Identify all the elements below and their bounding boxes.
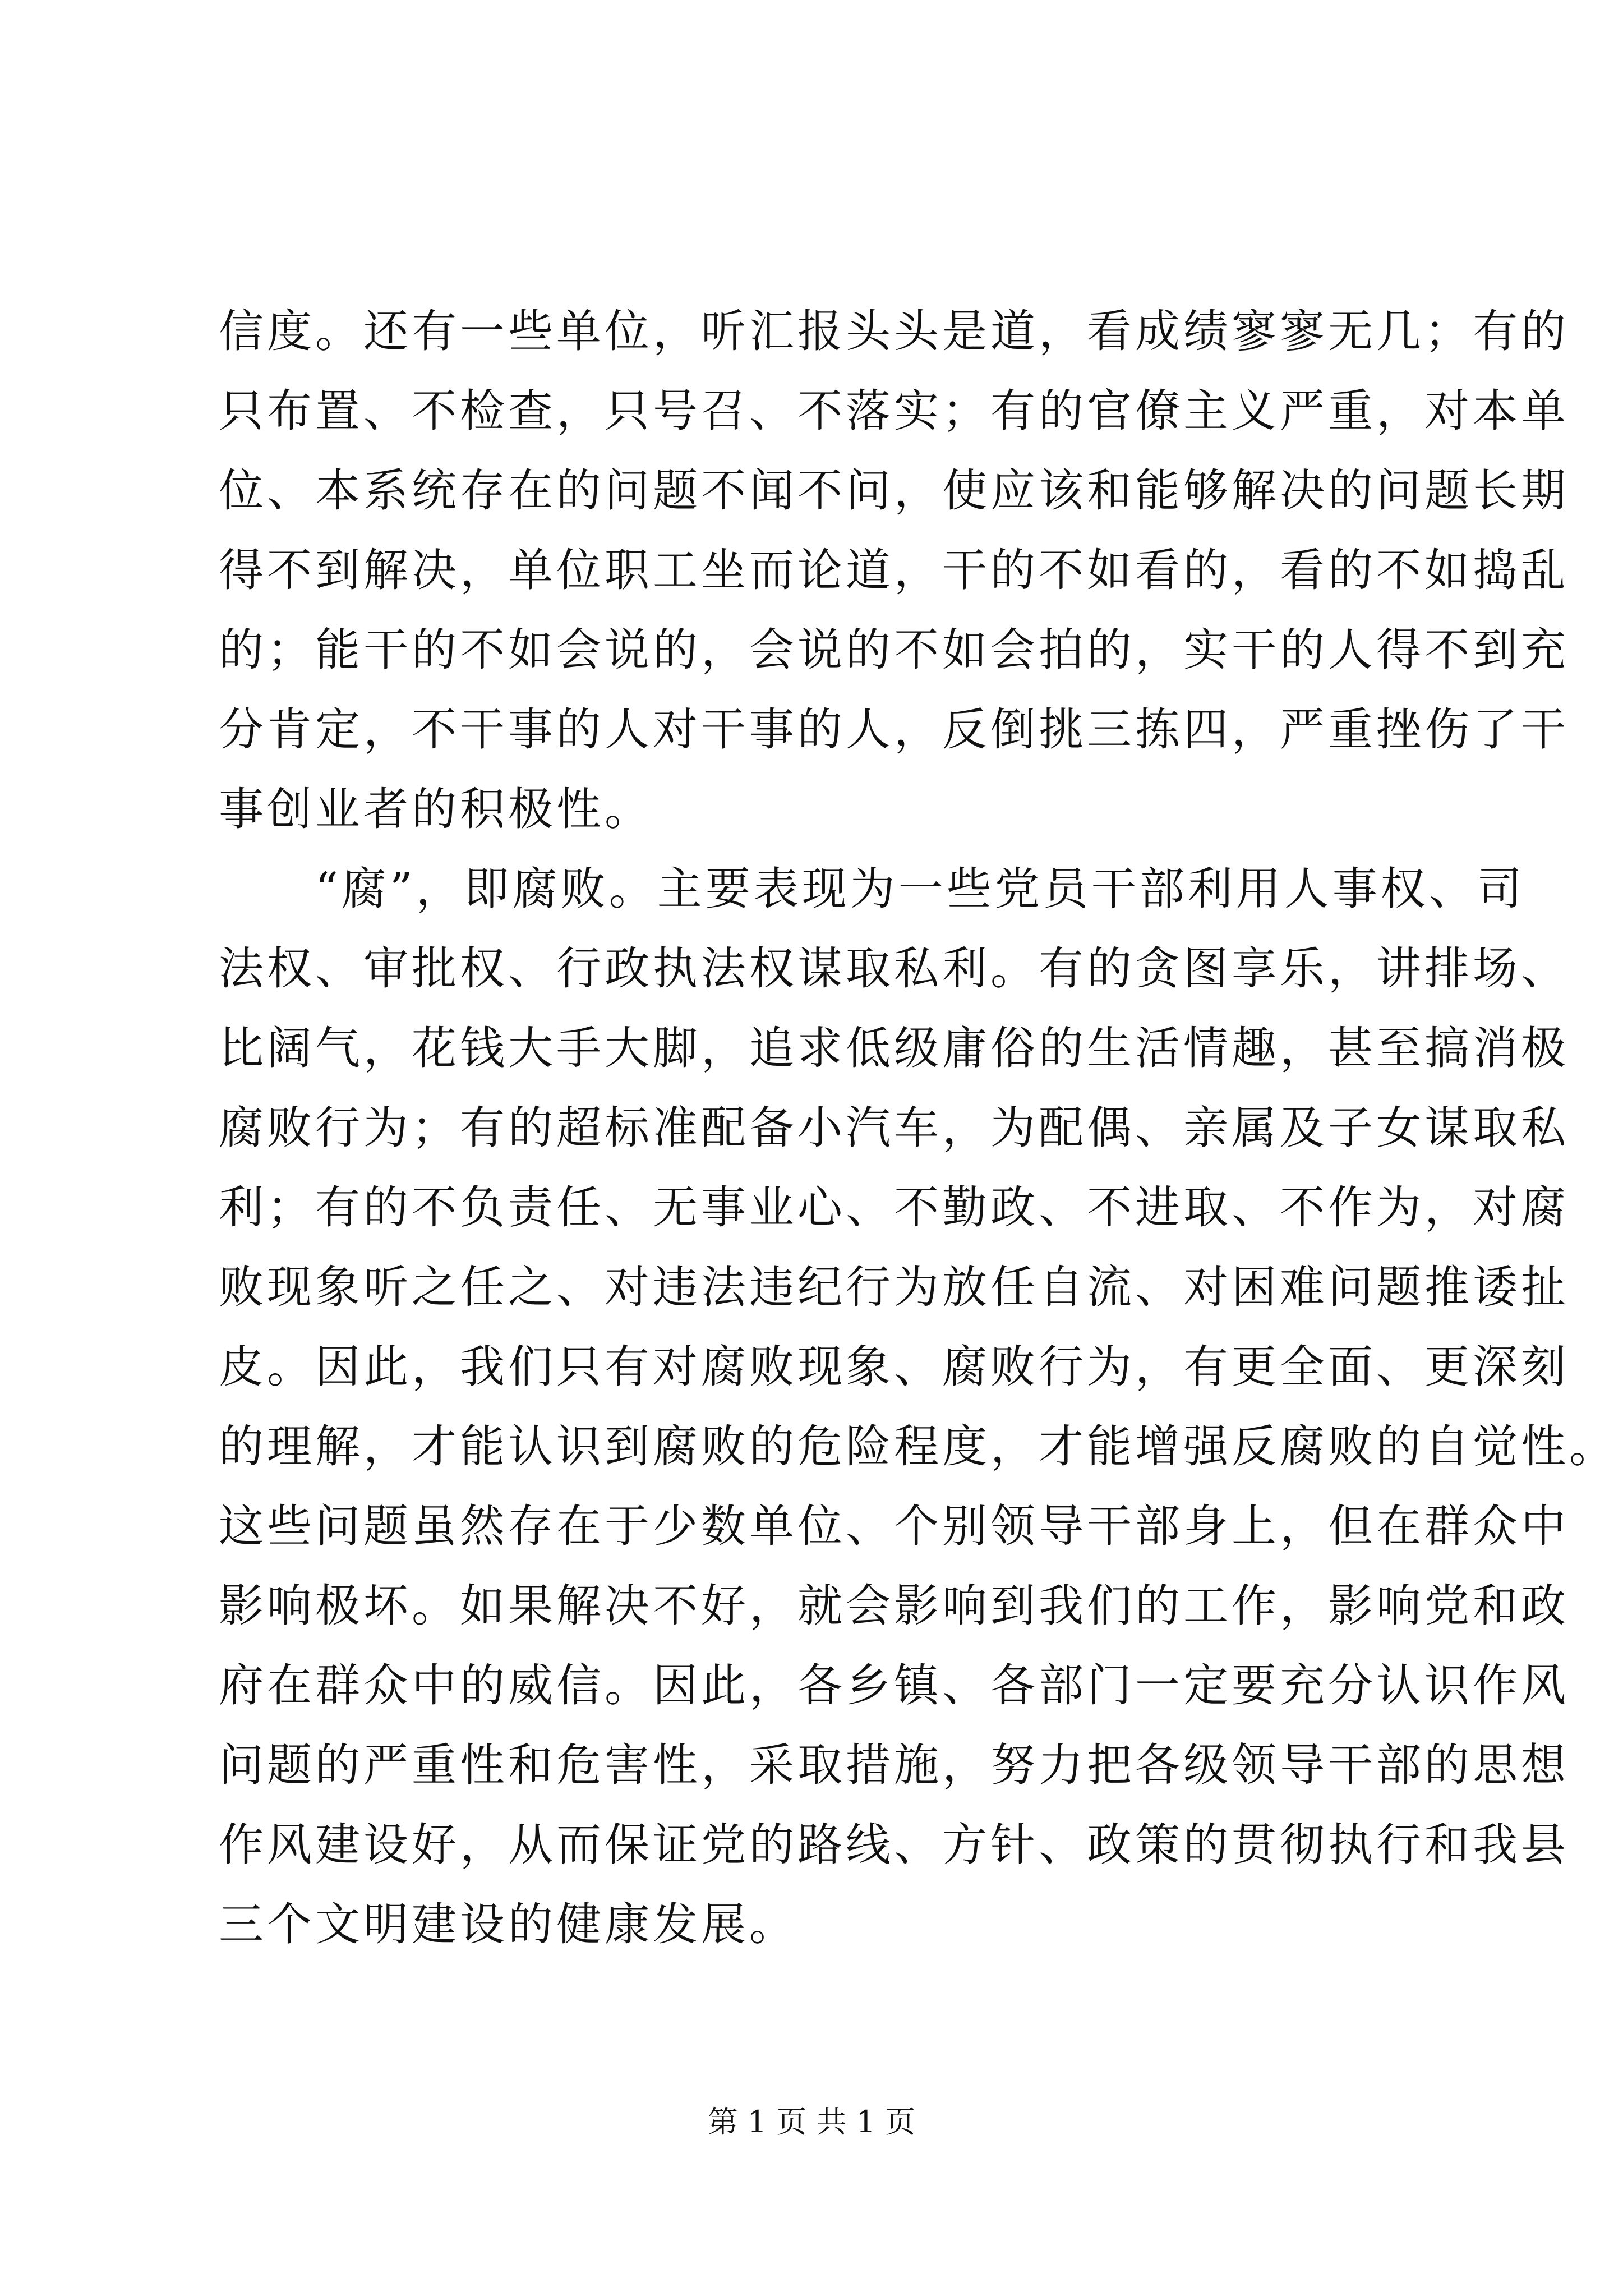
text-line: 得不到解决，单位职工坐而论道，干的不如看的，看的不如捣乱 [219, 544, 1569, 596]
text-line: 腐败行为；有的超标准配备小汽车，为配偶、亲属及子女谋取私 [219, 1102, 1569, 1154]
text-line: 信度。还有一些单位，听汇报头头是道，看成绩寥寥无几；有的 [219, 305, 1569, 357]
text-line: 败现象听之任之、对违法违纪行为放任自流、对困难问题推诿扯 [219, 1261, 1569, 1313]
text-line: 比阔气，花钱大手大脚，追求低级庸俗的生活情趣，甚至搞消极 [219, 1022, 1569, 1074]
text-line: 问题的严重性和危害性，采取措施，努力把各级领导干部的思想 [219, 1739, 1569, 1791]
text-line: 事创业者的积极性。 [219, 783, 653, 835]
text-line: 分肯定，不干事的人对干事的人，反倒挑三拣四，严重挫伤了干 [219, 703, 1569, 756]
page-number-footer: 第 1 页 共 1 页 [707, 2104, 916, 2139]
text-line: 皮。因此，我们只有对腐败现象、腐败行为，有更全面、更深刻 [219, 1341, 1569, 1393]
body-text [219, 292, 1617, 1964]
text-line: 位、本系统存在的问题不闻不问，使应该和能够解决的问题长期 [219, 464, 1569, 517]
text-line: 作风建设好，从而保证党的路线、方针、政策的贯彻执行和我县 [219, 1819, 1569, 1871]
text-line: 的；能干的不如会说的，会说的不如会拍的，实干的人得不到充 [219, 624, 1569, 676]
text-line: 影响极坏。如果解决不好，就会影响到我们的工作，影响党和政 [219, 1580, 1569, 1632]
text-line: 府在群众中的威信。因此，各乡镇、各部门一定要充分认识作风 [219, 1659, 1569, 1711]
text-line: 只布置、不检查，只号召、不落实；有的官僚主义严重，对本单 [219, 385, 1569, 437]
text-line: 法权、审批权、行政执法权谋取私利。有的贪图享乐，讲排场、 [219, 942, 1569, 995]
text-line: 三个文明建设的健康发展。 [219, 1898, 797, 1950]
text-line: 这些问题虽然存在于少数单位、个别领导干部身上，但在群众中 [219, 1500, 1569, 1552]
text-line: 的理解，才能认识到腐败的危险程度，才能增强反腐败的自觉性。 [219, 1420, 1617, 1473]
text-line: “腐”，即腐败。主要表现为一些党员干部利用人事权、司 [219, 863, 1525, 915]
text-line: 利；有的不负责任、无事业心、不勤政、不进取、不作为，对腐 [219, 1181, 1569, 1234]
